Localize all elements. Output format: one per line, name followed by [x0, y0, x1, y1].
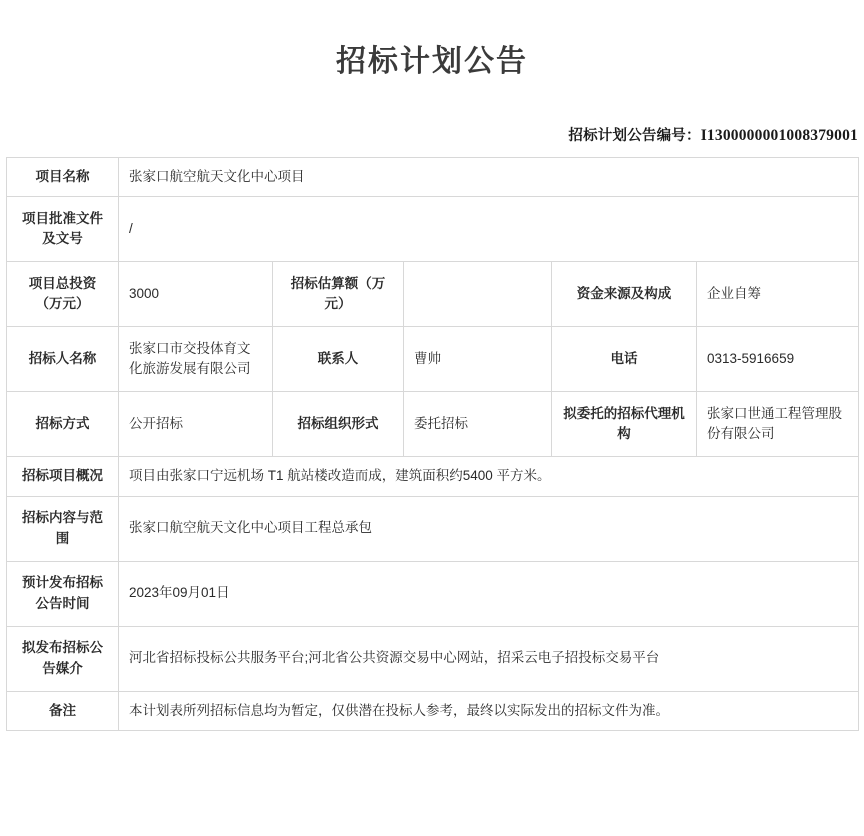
proposed-agency-value: 张家口世通工程管理股份有限公司 [697, 392, 859, 457]
table-row [7, 496, 859, 561]
table-row [7, 327, 859, 392]
organization-form-label: 招标组织形式 [273, 392, 404, 457]
media-value: 河北省招标投标公共服务平台;河北省公共资源交易中心网站，招采云电子招投标交易平台 [119, 626, 859, 691]
table-row [7, 457, 859, 496]
table-row [7, 691, 859, 730]
phone-value: 0313-5916659 [697, 327, 859, 392]
approval-doc-value: / [119, 197, 859, 262]
total-investment-label: 项目总投资（万元） [7, 262, 119, 327]
table-row [7, 561, 859, 626]
remarks-label: 备注 [7, 691, 119, 730]
organization-form-value: 委托招标 [404, 392, 552, 457]
media-label: 拟发布招标公告媒介 [7, 626, 119, 691]
contact-person-value: 曹帅 [404, 327, 552, 392]
total-investment-value: 3000 [119, 262, 273, 327]
funding-source-value: 企业自筹 [697, 262, 859, 327]
approval-doc-label: 项目批准文件及文号 [7, 197, 119, 262]
proposed-agency-label: 拟委托的招标代理机构 [552, 392, 697, 457]
expected-release-time-label: 预计发布招标公告时间 [7, 561, 119, 626]
project-name-label: 项目名称 [7, 158, 119, 197]
notice-number-value: I1300000001008379001 [700, 127, 858, 144]
scope-value: 张家口航空航天文化中心项目工程总承包 [119, 496, 859, 561]
table-row [7, 392, 859, 457]
funding-source-label: 资金来源及构成 [552, 262, 697, 327]
notice-number-label: 招标计划公告编号： [568, 128, 701, 144]
page-title: 招标计划公告 [336, 45, 528, 78]
estimated-amount-value [404, 262, 552, 327]
project-overview-value: 项目由张家口宁远机场 T1 航站楼改造而成，建筑面积约5400 平方米。 [119, 457, 859, 496]
bidding-method-label: 招标方式 [7, 392, 119, 457]
table-row [7, 262, 859, 327]
contact-person-label: 联系人 [273, 327, 404, 392]
notice-number [0, 90, 864, 157]
bidding-plan-table [6, 157, 859, 731]
tenderer-name-label: 招标人名称 [7, 327, 119, 392]
expected-release-time-value: 2023年09月01日 [119, 561, 859, 626]
bidding-method-value: 公开招标 [119, 392, 273, 457]
scope-label: 招标内容与范围 [7, 496, 119, 561]
table-row [7, 197, 859, 262]
table-row [7, 626, 859, 691]
remarks-value: 本计划表所列招标信息均为暂定，仅供潜在投标人参考，最终以实际发出的招标文件为准。 [119, 691, 859, 730]
table-row [7, 158, 859, 197]
estimated-amount-label: 招标估算额（万元） [273, 262, 404, 327]
phone-label: 电话 [552, 327, 697, 392]
project-name-value: 张家口航空航天文化中心项目 [119, 158, 859, 197]
project-overview-label: 招标项目概况 [7, 457, 119, 496]
tenderer-name-value: 张家口市交投体育文化旅游发展有限公司 [119, 327, 273, 392]
